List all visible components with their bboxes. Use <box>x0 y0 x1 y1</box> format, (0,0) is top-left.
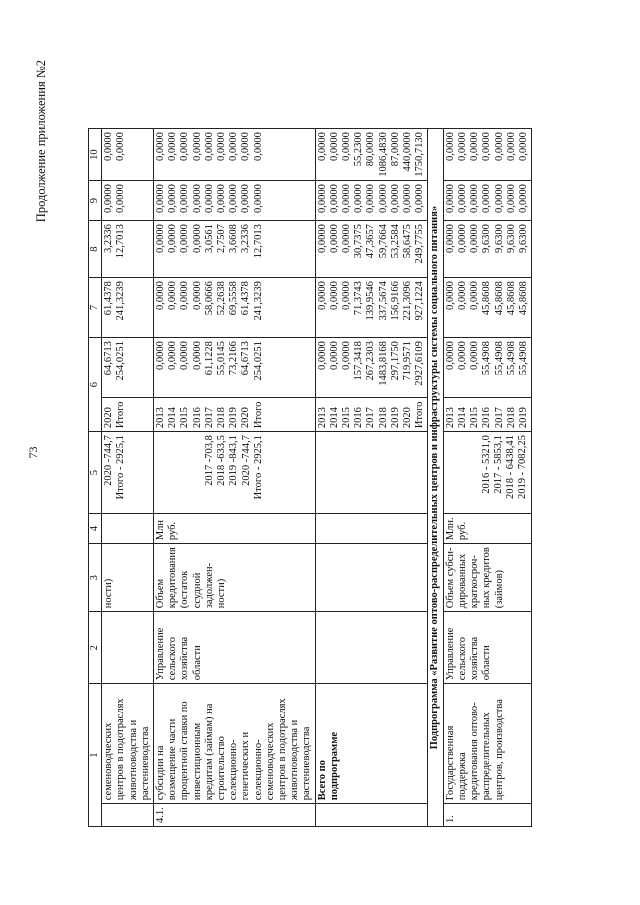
cell-line: 249,7755 <box>414 224 426 264</box>
col-number: 5 <box>89 432 102 514</box>
cell-line: строительство <box>216 736 228 801</box>
municipal-funding-cell <box>154 221 316 278</box>
cell-line: центров в подотраслях <box>277 698 289 801</box>
cell-line: 0,0000 <box>240 184 252 214</box>
cell-line: Итого - 2925,1 <box>252 435 264 500</box>
cell-line: центров, производства <box>493 699 505 801</box>
cell-line: 2018 <box>216 407 228 429</box>
municipal-funding-cell <box>315 221 428 278</box>
cell-line: 0,0000 <box>341 281 353 311</box>
cell-line: 64,6713 <box>240 341 252 376</box>
cell-line: 2015 <box>341 407 353 429</box>
other-funding-cell <box>443 129 531 181</box>
cell-line: 2016 - 5321,0 <box>480 435 492 494</box>
cell-line: 0,0000 <box>444 184 456 214</box>
cell-line: 0,0000 <box>179 224 191 254</box>
continuation-note: Продолжение приложения №2 <box>34 60 48 223</box>
col-number: 7 <box>89 278 102 338</box>
cell-line: 0,0000 <box>228 132 240 162</box>
cell-line: 3,6608 <box>228 224 240 254</box>
cell-line: 0,0000 <box>444 224 456 254</box>
regional-funding-cell <box>102 278 154 338</box>
indicator-values-cell <box>102 432 154 514</box>
cell-line: 241,3239 <box>115 281 127 321</box>
cell-line: руб. <box>167 521 179 541</box>
cell-line: 0,0000 <box>469 132 481 162</box>
cell-line: 0,0000 <box>493 132 505 162</box>
cell-line: 55,4908 <box>481 341 493 376</box>
cell-line: 2020 -744,7 <box>103 435 115 486</box>
cell-line: возмещение части <box>167 718 179 801</box>
cell-line: дированных <box>456 553 468 609</box>
other-funding-cell <box>315 129 428 181</box>
cell-line: 2018 <box>505 407 517 429</box>
cell-line: 61,1228 <box>203 341 215 376</box>
cell-line: 0,0000 <box>191 224 203 254</box>
cell-line: 0,0000 <box>481 132 493 162</box>
cell-line: 2020 <box>103 407 115 429</box>
cell-line: 71,3743 <box>353 281 365 316</box>
indicator-cell <box>102 544 154 612</box>
cell-line: 80,0000 <box>365 132 377 167</box>
col-number: 10 <box>89 129 102 181</box>
col-number: 2 <box>89 612 102 684</box>
row-number: 4.1. <box>154 804 316 827</box>
cell-line: хозяйства <box>469 636 481 681</box>
cell-line: 0,0000 <box>328 281 340 311</box>
cell-line: 2016 <box>353 407 365 429</box>
year-cell <box>154 398 316 432</box>
cell-line: 55,4908 <box>505 341 517 376</box>
cell-line: Итого <box>414 401 426 429</box>
cell-line: 2019 <box>389 407 401 429</box>
cell-line: краткосроч- <box>469 555 481 609</box>
indicator-cell <box>443 544 531 612</box>
cell-line: Объем субси- <box>444 547 456 609</box>
cell-line: 156,9166 <box>389 281 401 321</box>
cell-line: (остаток <box>179 570 191 609</box>
cell-line: 0,0000 <box>115 132 127 162</box>
regional-funding-cell <box>315 278 428 338</box>
total-funding-cell <box>315 338 428 398</box>
cell-line: 73,2166 <box>228 341 240 376</box>
cell-line: 2016 <box>191 407 203 429</box>
cell-line: 45,8608 <box>505 281 517 316</box>
cell-line: ности) <box>216 578 228 609</box>
cell-line: 0,0000 <box>167 281 179 311</box>
column-number-row <box>89 129 102 827</box>
subprogram-title: Подпрограмма «Развитие оптово-распределительных центров и инфраструктуры системы социального питания» <box>428 129 443 827</box>
col-number: 3 <box>89 544 102 612</box>
cell-line: 0,0000 <box>155 341 167 371</box>
cell-line: 2013 <box>444 407 456 429</box>
cell-line: Итого <box>115 401 127 429</box>
cell-line: 0,0000 <box>191 281 203 311</box>
cell-line: сельского <box>167 636 179 681</box>
cell-line: 719,9571 <box>402 341 414 381</box>
cell-line: центров в подотраслях <box>115 698 127 801</box>
cell-line: кредитования оптово- <box>469 702 481 801</box>
cell-line: селекционно- <box>252 739 264 801</box>
cell-line: 0,0000 <box>341 132 353 162</box>
cell-line: 55,4908 <box>493 341 505 376</box>
cell-line: животноводства и <box>127 719 139 801</box>
unit-cell <box>154 514 316 544</box>
cell-line: (займов) <box>493 569 505 609</box>
cell-line: 0,0000 <box>103 132 115 162</box>
other-funding-cell <box>102 129 154 181</box>
cell-line: 0,0000 <box>316 281 328 311</box>
page-number: 73 <box>26 446 40 459</box>
total-funding-cell <box>154 338 316 398</box>
cell-line: 0,0000 <box>328 184 340 214</box>
cell-line: 0,0000 <box>481 184 493 214</box>
cell-line: Итого - 2925,1 <box>115 435 127 500</box>
cell-line: 2016 <box>481 407 493 429</box>
cell-line: субсидии на <box>155 745 167 801</box>
municipal-funding-cell <box>102 221 154 278</box>
cell-line: 2019 <box>517 407 529 429</box>
event-name-cell <box>102 684 154 804</box>
cell-line: генетических и <box>240 731 252 801</box>
cell-line: 2014 <box>167 407 179 429</box>
cell-line: 0,0000 <box>493 184 505 214</box>
cell-line: ссудной <box>191 572 203 609</box>
cell-line: 2015 <box>469 407 481 429</box>
cell-line: 12,7013 <box>252 224 264 259</box>
total-label-cell <box>315 684 428 804</box>
cell-line: 0,0000 <box>444 132 456 162</box>
cell-line: семеноводческих <box>103 722 115 801</box>
cell-line: 0,0000 <box>252 184 264 214</box>
cell-line: 0,0000 <box>456 184 468 214</box>
table-row <box>443 129 531 827</box>
cell-line: 58,6475 <box>402 224 414 259</box>
cell-line: растениеводства <box>301 726 313 801</box>
cell-line: 0,0000 <box>216 184 228 214</box>
appendix-table <box>88 128 532 827</box>
cell-line: 2013 <box>155 407 167 429</box>
cell-line: ных кредитов <box>481 547 493 609</box>
federal-funding-cell <box>102 181 154 221</box>
cell-line: 2,7507 <box>216 224 228 254</box>
col-number: 1 <box>89 684 102 827</box>
cell-line: 0,0000 <box>517 184 529 214</box>
cell-line: 0,0000 <box>414 184 426 214</box>
cell-line: 267,2303 <box>365 341 377 381</box>
cell-line: 0,0000 <box>191 184 203 214</box>
cell-line: 64,6713 <box>103 341 115 376</box>
cell-line: Млн <box>155 519 167 541</box>
cell-line: 0,0000 <box>316 184 328 214</box>
cell-line: процентной ставки по <box>179 701 191 801</box>
cell-line: 337,5674 <box>377 281 389 321</box>
cell-line: растениеводства <box>139 726 151 801</box>
cell-line: руб. <box>456 521 468 541</box>
cell-line: 440,0000 <box>402 132 414 172</box>
cell-line: Государственная <box>444 725 456 801</box>
total-funding-cell <box>443 338 531 398</box>
event-name-cell <box>443 684 531 804</box>
cell-line: 3,2336 <box>103 224 115 254</box>
cell-line: 45,8608 <box>517 281 529 316</box>
year-cell <box>315 398 428 432</box>
cell-line: 45,8608 <box>481 281 493 316</box>
cell-line: 9,6300 <box>493 224 505 254</box>
cell-line: 0,0000 <box>456 341 468 371</box>
cell-line: 2017 <box>493 407 505 429</box>
cell-line: 55,0145 <box>216 341 228 376</box>
cell-line: 2017 <box>203 407 215 429</box>
cell-line: 2018 <box>377 407 389 429</box>
cell-line: подпрограмме <box>328 731 340 801</box>
cell-line: 0,0000 <box>316 341 328 371</box>
cell-line: области <box>481 645 493 681</box>
cell-line: 30,7375 <box>353 224 365 259</box>
cell-line: 1750,7130 <box>414 132 426 177</box>
cell-line: 61,4378 <box>103 281 115 316</box>
cell-line: 0,0000 <box>191 341 203 371</box>
cell-line: 2927,6109 <box>414 341 426 386</box>
cell-line: 2017 -703,8 <box>204 435 216 486</box>
cell-line: 0,0000 <box>167 341 179 371</box>
cell-line: 87,0000 <box>389 132 401 167</box>
cell-line: 2020 <box>240 407 252 429</box>
cell-line: Управление <box>444 627 456 681</box>
cell-line: 0,0000 <box>155 132 167 162</box>
executor-cell <box>154 612 316 684</box>
regional-funding-cell <box>154 278 316 338</box>
cell-line: 2020 -744,7 <box>240 435 252 486</box>
cell-line: Млн. <box>444 517 456 541</box>
cell-line: 0,0000 <box>179 281 191 311</box>
cell-line: Всего по <box>316 760 328 801</box>
cell-line: 2014 <box>328 407 340 429</box>
cell-line: 58,0666 <box>203 281 215 316</box>
cell-line: сельского <box>456 636 468 681</box>
cell-line: 254,0251 <box>115 341 127 381</box>
cell-line: кредитам (займам) на <box>203 703 215 801</box>
cell-line: 0,0000 <box>456 132 468 162</box>
cell-line: 3,0561 <box>203 224 215 254</box>
table-row <box>315 129 428 827</box>
cell-line: 9,6300 <box>517 224 529 254</box>
cell-line: 0,0000 <box>402 184 414 214</box>
cell-line: 0,0000 <box>216 132 228 162</box>
cell-line: хозяйства <box>179 636 191 681</box>
col-number: 8 <box>89 221 102 278</box>
cell-line: поддержка <box>456 752 468 801</box>
cell-line: 2020 <box>402 407 414 429</box>
cell-line: семеноводческих <box>264 722 276 801</box>
cell-line: 0,0000 <box>167 184 179 214</box>
cell-line: 52,2638 <box>216 281 228 316</box>
cell-line: 2019 -843,1 <box>228 435 240 486</box>
cell-line: 0,0000 <box>115 184 127 214</box>
cell-line: 0,0000 <box>103 184 115 214</box>
cell-line: 0,0000 <box>469 341 481 371</box>
cell-line: 0,0000 <box>316 132 328 162</box>
year-cell <box>443 398 531 432</box>
indicator-values-cell <box>443 432 531 514</box>
cell-line: 55,2300 <box>353 132 365 167</box>
cell-line: задолжен- <box>203 562 215 609</box>
cell-line: 0,0000 <box>505 132 517 162</box>
cell-line: 2019 <box>228 407 240 429</box>
cell-line: 0,0000 <box>155 281 167 311</box>
cell-line: 69,5558 <box>228 281 240 316</box>
cell-line: распределительных <box>481 712 493 801</box>
regional-funding-cell <box>443 278 531 338</box>
event-name-cell <box>154 684 316 804</box>
cell-line: 0,0000 <box>517 132 529 162</box>
cell-line: 9,6300 <box>481 224 493 254</box>
cell-line: 0,0000 <box>167 132 179 162</box>
cell-line: 221,3096 <box>402 281 414 321</box>
cell-line: 0,0000 <box>341 224 353 254</box>
federal-funding-cell <box>154 181 316 221</box>
cell-line: 0,0000 <box>456 224 468 254</box>
cell-line: 0,0000 <box>469 224 481 254</box>
cell-line: 9,6300 <box>505 224 517 254</box>
cell-line: 0,0000 <box>377 184 389 214</box>
cell-line: 59,7664 <box>377 224 389 259</box>
cell-line: 0,0000 <box>341 341 353 371</box>
cell-line: 0,0000 <box>203 132 215 162</box>
cell-line: 61,4378 <box>240 281 252 316</box>
col-number: 9 <box>89 181 102 221</box>
cell-line: инвестиционным <box>191 722 203 801</box>
executor-cell <box>443 612 531 684</box>
cell-line: 0,0000 <box>328 224 340 254</box>
cell-line: 0,0000 <box>167 224 179 254</box>
cell-line: селекционно- <box>228 739 240 801</box>
cell-line: 0,0000 <box>469 281 481 311</box>
table-row <box>154 129 316 827</box>
cell-line: 45,8608 <box>493 281 505 316</box>
cell-line: 0,0000 <box>444 341 456 371</box>
cell-line: Итого <box>252 401 264 429</box>
cell-line: 0,0000 <box>505 184 517 214</box>
cell-line: 1483,8168 <box>377 341 389 386</box>
cell-line: 0,0000 <box>179 184 191 214</box>
row-number: 1. <box>443 804 531 827</box>
indicator-values-cell <box>154 432 316 514</box>
unit-cell <box>443 514 531 544</box>
cell-line: 0,0000 <box>456 281 468 311</box>
cell-line: 0,0000 <box>389 184 401 214</box>
cell-line: 2017 - 5853,1 <box>492 435 504 494</box>
cell-line: 2018 -633,5 <box>216 435 228 486</box>
municipal-funding-cell <box>443 221 531 278</box>
cell-line: 2013 <box>316 407 328 429</box>
cell-line: 0,0000 <box>179 132 191 162</box>
cell-line: 157,3418 <box>353 341 365 381</box>
cell-line: области <box>191 645 203 681</box>
other-funding-cell <box>154 129 316 181</box>
cell-line: 0,0000 <box>365 184 377 214</box>
year-cell <box>102 398 154 432</box>
cell-line: 0,0000 <box>341 184 353 214</box>
cell-line: 12,7013 <box>115 224 127 259</box>
cell-line: 0,0000 <box>191 132 203 162</box>
cell-line: 0,0000 <box>228 184 240 214</box>
cell-line: 0,0000 <box>252 132 264 162</box>
cell-line: 55,4908 <box>517 341 529 376</box>
cell-line: 2017 <box>365 407 377 429</box>
cell-line: 0,0000 <box>328 341 340 371</box>
col-number: 4 <box>89 514 102 544</box>
cell-line: 0,0000 <box>353 184 365 214</box>
cell-line: 2015 <box>179 407 191 429</box>
cell-line: 297,1750 <box>389 341 401 381</box>
total-funding-cell <box>102 338 154 398</box>
cell-line: животноводства и <box>289 719 301 801</box>
cell-line: 0,0000 <box>203 184 215 214</box>
cell-line: 0,0000 <box>328 132 340 162</box>
cell-line: Управление <box>155 627 167 681</box>
cell-line: кредитования <box>167 547 179 609</box>
federal-funding-cell <box>315 181 428 221</box>
cell-line: 0,0000 <box>155 184 167 214</box>
cell-line: 139,9546 <box>365 281 377 321</box>
cell-line: 53,2584 <box>389 224 401 259</box>
subprogram-row <box>428 129 443 827</box>
cell-line: 2019 - 7082,25 <box>517 435 529 500</box>
indicator-cell <box>154 544 316 612</box>
cell-line: 3,2336 <box>240 224 252 254</box>
cell-line: 1086,4830 <box>377 132 389 177</box>
cell-line: 47,3657 <box>365 224 377 259</box>
cell-line: 0,0000 <box>179 341 191 371</box>
cell-line: 0,0000 <box>469 184 481 214</box>
cell-line: 927,1224 <box>414 281 426 321</box>
cell-line: 0,0000 <box>316 224 328 254</box>
cell-line: 0,0000 <box>444 281 456 311</box>
cell-line: 0,0000 <box>155 224 167 254</box>
col-number: 6 <box>89 338 102 432</box>
cell-line: 241,3239 <box>252 281 264 321</box>
cell-line: 2014 <box>456 407 468 429</box>
cell-line: 2018 - 6438,41 <box>505 435 517 500</box>
table-row <box>102 129 154 827</box>
cell-line: 0,0000 <box>240 132 252 162</box>
cell-line: 254,0251 <box>252 341 264 381</box>
cell-line: ности) <box>103 578 115 609</box>
cell-line: Объем <box>155 578 167 609</box>
federal-funding-cell <box>443 181 531 221</box>
